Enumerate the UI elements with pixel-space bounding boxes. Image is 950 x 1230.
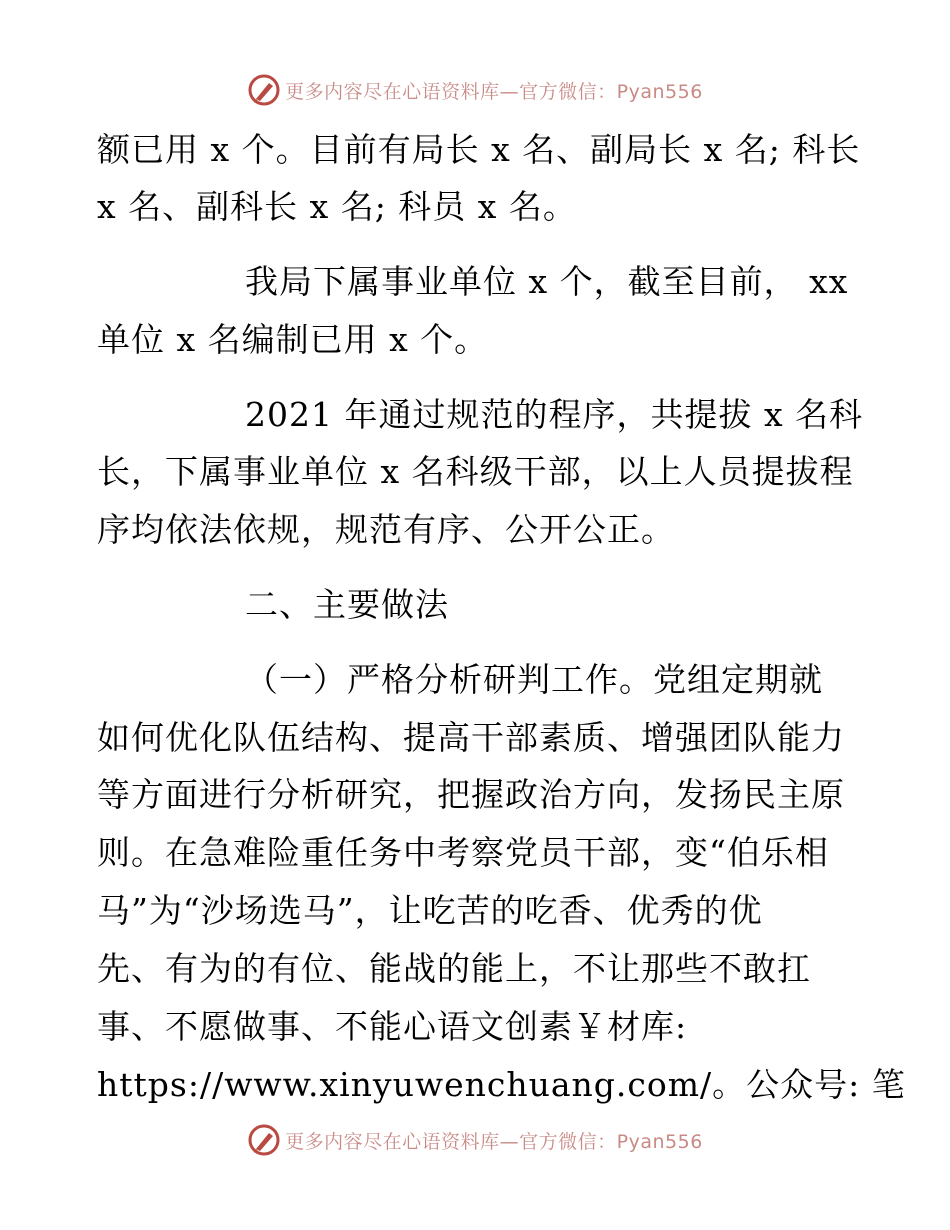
text-line: https://www.xinyuwenchuang.com/。公众号: 笔 bbox=[97, 1065, 906, 1104]
text-line: x 名、副科长 x 名; 科员 x 名。 bbox=[97, 187, 577, 226]
text-line: 序均依法依规，规范有序、公开公正。 bbox=[97, 510, 675, 549]
section-heading: 二、主要做法 bbox=[245, 585, 449, 624]
pen-logo-icon bbox=[247, 73, 281, 107]
text-line: 单位 x 名编制已用 x 个。 bbox=[97, 320, 489, 359]
text-line: 等方面进行分析研究，把握政治方向，发扬民主原 bbox=[97, 775, 845, 814]
footer-watermark bbox=[0, 1120, 950, 1160]
text-line: 如何优化队伍结构、提高干部素质、增强团队能力 bbox=[97, 718, 845, 757]
watermark-text: 更多内容尽在心语资料库—官方微信：Pyan556 bbox=[285, 80, 703, 103]
text-line: 2021 年通过规范的程序，共提拔 x 名科 bbox=[245, 395, 864, 434]
watermark-text: 更多内容尽在心语资料库—官方微信：Pyan556 bbox=[285, 1130, 703, 1153]
text-line: 马”为“沙场选马”，让吃苦的吃香、优秀的优 bbox=[97, 891, 763, 930]
text-line: （一）严格分析研判工作。党组定期就 bbox=[245, 660, 823, 699]
text-line: 先、有为的有位、能战的能上，不让那些不敢扛 bbox=[97, 949, 811, 988]
pen-logo-icon bbox=[247, 1123, 281, 1157]
text-line: 我局下属事业单位 x 个，截至目前， xx bbox=[245, 262, 849, 301]
text-line: 额已用 x 个。目前有局长 x 名、副局长 x 名; 科长 bbox=[97, 130, 861, 169]
text-line: 事、不愿做事、不能心语文创素￥材库: bbox=[97, 1007, 688, 1046]
text-line: 长，下属事业单位 x 名科级干部，以上人员提拔程 bbox=[97, 452, 854, 491]
header-watermark bbox=[0, 70, 950, 110]
text-line: 则。在急难险重任务中考察党员干部，变“伯乐相 bbox=[97, 833, 829, 872]
